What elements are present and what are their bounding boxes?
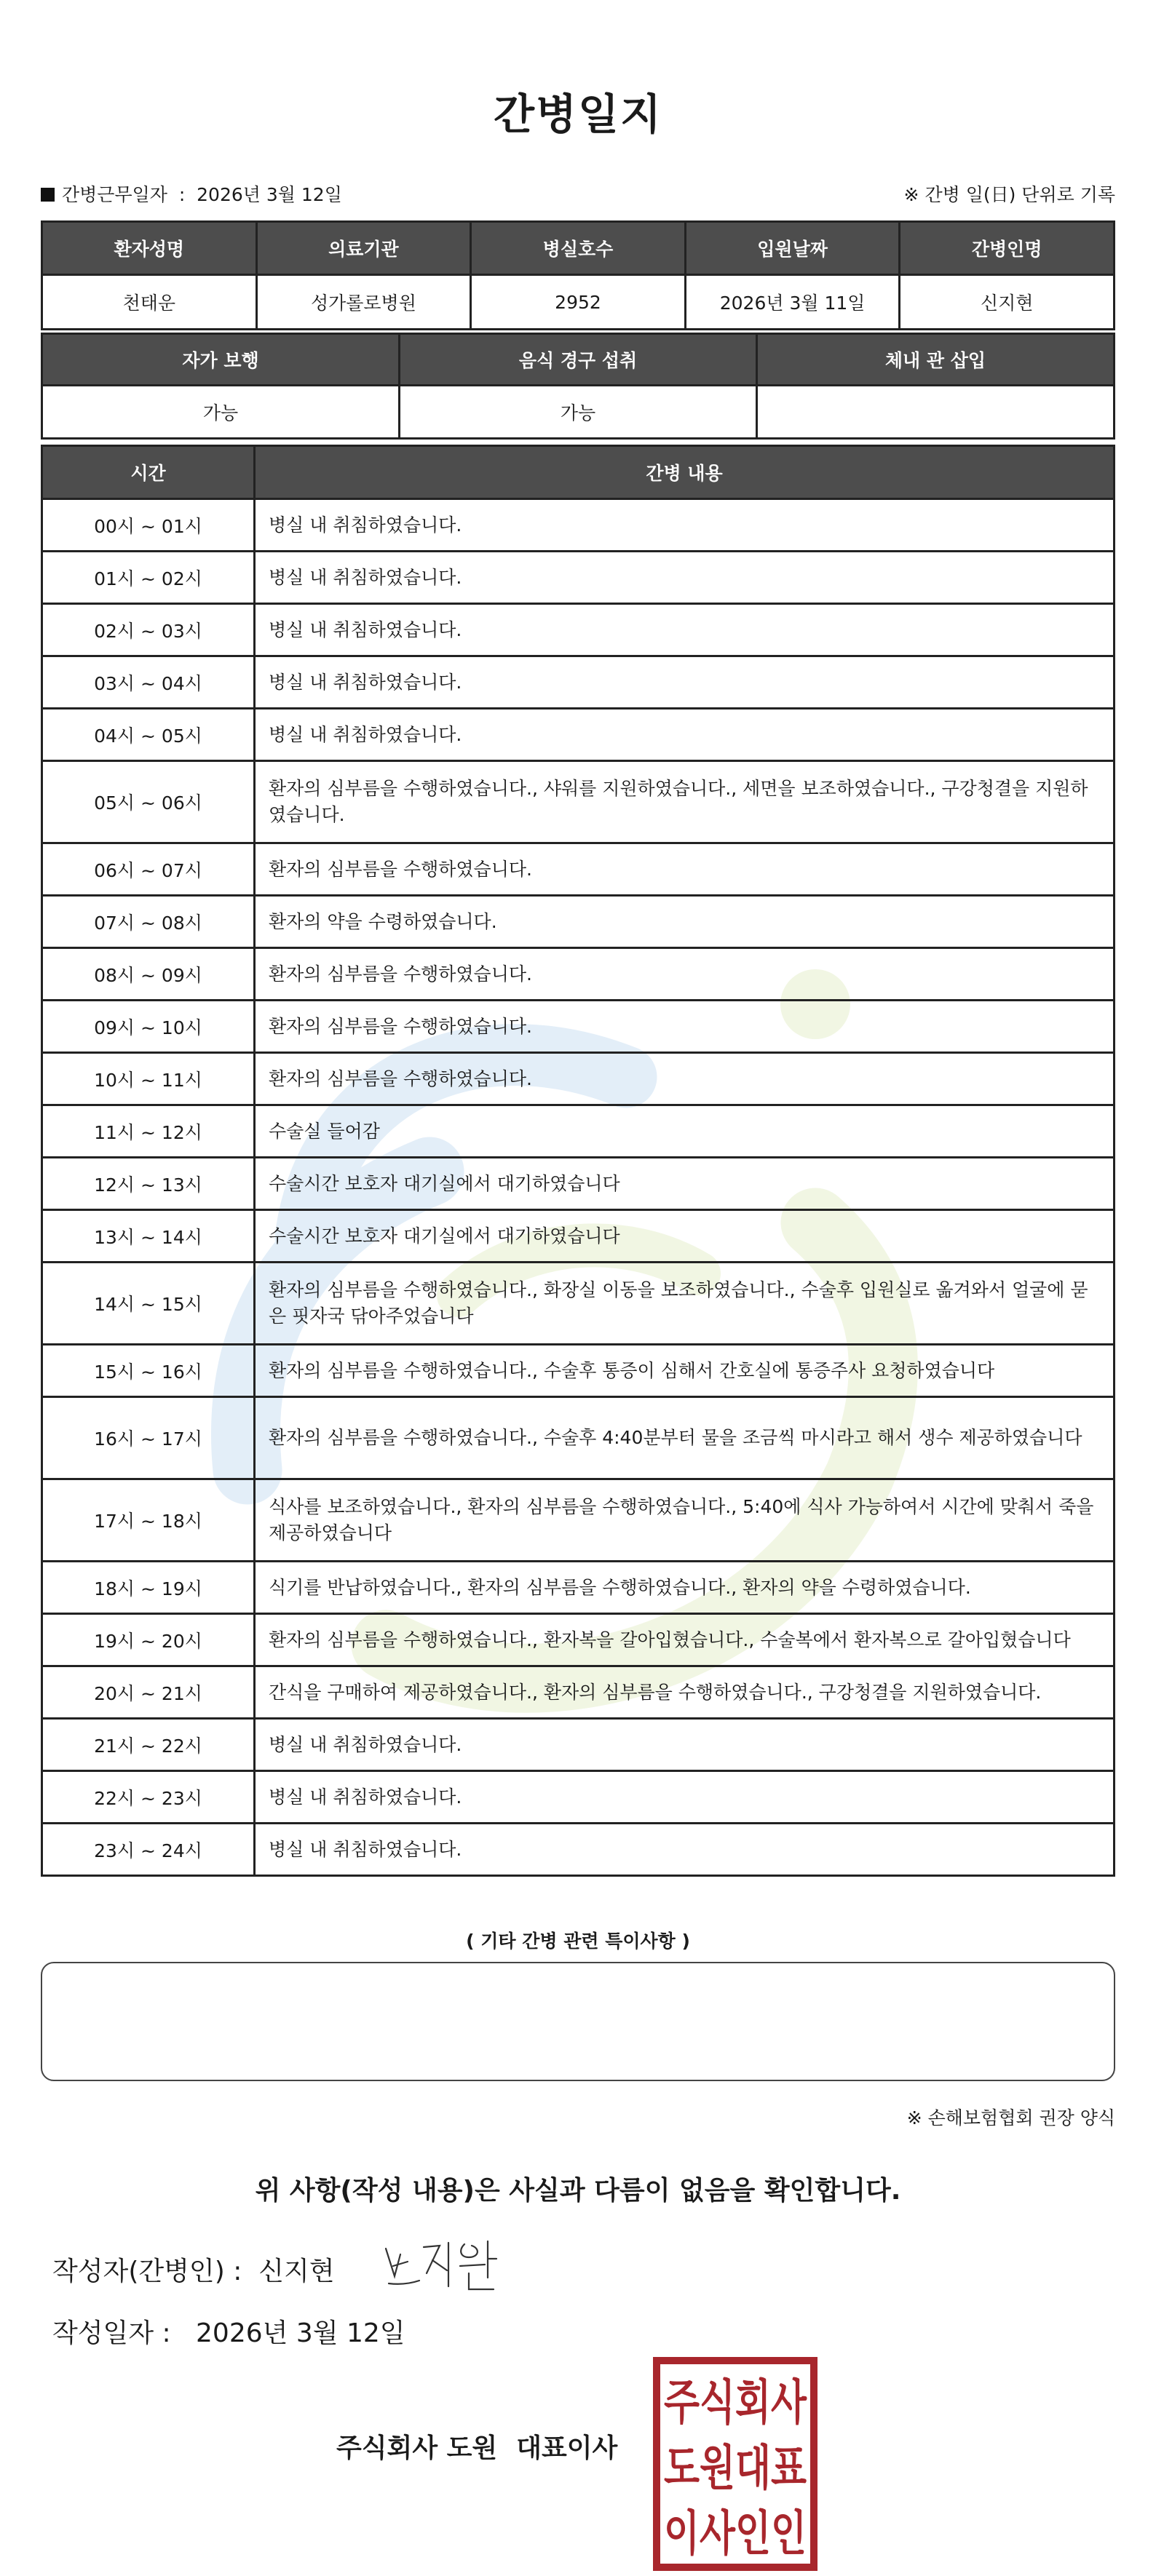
confirmation-statement: 위 사항(작성 내용)은 사실과 다름이 없음을 확인합니다.: [255, 2176, 901, 2206]
row-time: 15시 ~ 16시: [42, 1345, 255, 1397]
row-time: 23시 ~ 24시: [42, 1824, 255, 1876]
row-content: 병실 내 취침하였습니다.: [255, 709, 1115, 761]
row-time: 13시 ~ 14시: [42, 1210, 255, 1263]
table-row: [42, 709, 1115, 761]
row-time: 11시 ~ 12시: [42, 1105, 255, 1158]
table-row: [42, 1263, 1115, 1345]
table-row: [42, 604, 1115, 656]
header-hospital: 의료기관: [256, 222, 471, 275]
handwritten-signature: [379, 2233, 502, 2298]
representative-title: 대표이사: [516, 2433, 618, 2463]
writer-name: 신지현: [258, 2257, 335, 2286]
table-row: [42, 1345, 1115, 1397]
row-time: 04시 ~ 05시: [42, 709, 255, 761]
row-time: 03시 ~ 04시: [42, 656, 255, 709]
table-row: [42, 1666, 1115, 1719]
patient-name: 천태운: [42, 275, 257, 330]
table-row: [42, 552, 1115, 604]
work-date-label: 간병근무일자: [62, 184, 167, 205]
row-content: 환자의 심부름을 수행하였습니다.: [255, 843, 1115, 896]
date-label: 작성일자 :: [52, 2318, 171, 2348]
row-content: 환자의 심부름을 수행하였습니다., 환자복을 갈아입혔습니다., 수술복에서 환자복으로 갈아입혔습니다: [255, 1614, 1115, 1666]
row-content: 병실 내 취침하였습니다.: [255, 1824, 1115, 1876]
table-row: [42, 1824, 1115, 1876]
header-oral-intake: 음식 경구 섭취: [400, 334, 757, 386]
patient-status-table: [41, 333, 1115, 440]
table-row: [42, 1771, 1115, 1824]
row-time: 12시 ~ 13시: [42, 1158, 255, 1210]
row-time: 21시 ~ 22시: [42, 1719, 255, 1771]
row-content: 병실 내 취침하였습니다.: [255, 552, 1115, 604]
header-care-content: 간병 내용: [255, 446, 1115, 499]
row-time: 05시 ~ 06시: [42, 761, 255, 843]
table-row: [42, 1397, 1115, 1479]
header-tube-insertion: 체내 관 삽입: [757, 334, 1115, 386]
caregiver-name: 신지현: [900, 275, 1115, 330]
row-content: 수술실 들어감: [255, 1105, 1115, 1158]
row-time: 01시 ~ 02시: [42, 552, 255, 604]
row-content: 환자의 심부름을 수행하였습니다., 수술후 통증이 심해서 간호실에 통증주사 요청하였습니다: [255, 1345, 1115, 1397]
row-time: 17시 ~ 18시: [42, 1479, 255, 1562]
header-caregiver-name: 간병인명: [900, 222, 1115, 275]
work-date-separator: :: [178, 184, 186, 205]
row-time: 19시 ~ 20시: [42, 1614, 255, 1666]
svg-text:주식회사: 주식회사: [664, 2374, 807, 2430]
row-content: 수술시간 보호자 대기실에서 대기하였습니다: [255, 1210, 1115, 1263]
work-date-value: 2026년 3월 12일: [197, 184, 342, 205]
work-date: [41, 180, 342, 207]
row-content: 병실 내 취침하였습니다.: [255, 604, 1115, 656]
table-row: [42, 843, 1115, 896]
row-content: 수술시간 보호자 대기실에서 대기하였습니다: [255, 1158, 1115, 1210]
date-value: 2026년 3월 12일: [196, 2318, 405, 2348]
company-line: [336, 2428, 617, 2465]
company-seal-stamp: [652, 2356, 818, 2572]
table-row: [42, 1719, 1115, 1771]
table-row: [42, 1614, 1115, 1666]
table-row: [42, 656, 1115, 709]
patient-info-table: [41, 220, 1115, 330]
remarks-label: ( 기타 간병 관련 특이사항 ): [466, 1931, 690, 1952]
table-row: [42, 896, 1115, 948]
row-time: 00시 ~ 01시: [42, 499, 255, 552]
writer-line: [52, 2251, 335, 2288]
row-content: 환자의 심부름을 수행하였습니다.: [255, 1053, 1115, 1105]
table-row: [42, 1562, 1115, 1614]
table-row: [42, 499, 1115, 552]
row-content: 병실 내 취침하였습니다.: [255, 656, 1115, 709]
row-content: 식사를 보조하였습니다., 환자의 심부름을 수행하였습니다., 5:40에 식사 가능하여서 시간에 맞춰서 죽을 제공하였습니다: [255, 1479, 1115, 1562]
oral-intake-value: 가능: [400, 386, 757, 439]
row-content: 환자의 심부름을 수행하였습니다., 수술후 4:40분부터 물을 조금씩 마시라고 해서 생수 제공하였습니다: [255, 1397, 1115, 1479]
black-square-icon: [41, 188, 55, 202]
svg-text:도원대표: 도원대표: [664, 2440, 807, 2496]
company-name: 주식회사 도원: [336, 2433, 498, 2463]
header-room-number: 병실호수: [471, 222, 686, 275]
row-content: 환자의 심부름을 수행하였습니다.: [255, 948, 1115, 1001]
table-row: [42, 1105, 1115, 1158]
remarks-box: [41, 1962, 1115, 2081]
row-time: 10시 ~ 11시: [42, 1053, 255, 1105]
table-row: [42, 1210, 1115, 1263]
row-time: 06시 ~ 07시: [42, 843, 255, 896]
header-time: 시간: [42, 446, 255, 499]
care-log-table: [41, 445, 1115, 1877]
row-content: 병실 내 취침하였습니다.: [255, 1719, 1115, 1771]
row-content: 환자의 심부름을 수행하였습니다., 샤워를 지원하였습니다., 세면을 보조하였습니다., 구강청결을 지원하였습니다.: [255, 761, 1115, 843]
table-row: [42, 1053, 1115, 1105]
row-time: 08시 ~ 09시: [42, 948, 255, 1001]
row-time: 14시 ~ 15시: [42, 1263, 255, 1345]
recommendation-note: ※ 손해보험협회 권장 양식: [906, 2107, 1115, 2128]
row-time: 07시 ~ 08시: [42, 896, 255, 948]
room-number: 2952: [471, 275, 686, 330]
svg-text:이사인인: 이사인인: [664, 2505, 807, 2561]
table-row: [42, 1479, 1115, 1562]
row-content: 간식을 구매하여 제공하였습니다., 환자의 심부름을 수행하였습니다., 구강청결을 지원하였습니다.: [255, 1666, 1115, 1719]
row-time: 18시 ~ 19시: [42, 1562, 255, 1614]
table-row: [42, 1158, 1115, 1210]
table-row: [42, 948, 1115, 1001]
row-content: 환자의 심부름을 수행하였습니다., 화장실 이동을 보조하였습니다., 수술후 입원실로 옮겨와서 얼굴에 묻은 핏자국 닦아주었습니다: [255, 1263, 1115, 1345]
work-date-bar: [41, 180, 1115, 210]
written-date-line: [52, 2313, 405, 2350]
tube-insertion-value: [757, 386, 1115, 439]
admission-date: 2026년 3월 11일: [685, 275, 900, 330]
self-walking-value: 가능: [42, 386, 400, 439]
header-self-walking: 자가 보행: [42, 334, 400, 386]
row-content: 환자의 심부름을 수행하였습니다.: [255, 1001, 1115, 1053]
row-content: 식기를 반납하였습니다., 환자의 심부름을 수행하였습니다., 환자의 약을 수령하였습니다.: [255, 1562, 1115, 1614]
header-patient-name: 환자성명: [42, 222, 257, 275]
header-admission-date: 입원날짜: [685, 222, 900, 275]
row-time: 09시 ~ 10시: [42, 1001, 255, 1053]
row-time: 02시 ~ 03시: [42, 604, 255, 656]
writer-label: 작성자(간병인) :: [52, 2257, 242, 2286]
row-time: 22시 ~ 23시: [42, 1771, 255, 1824]
row-content: 병실 내 취침하였습니다.: [255, 1771, 1115, 1824]
table-row: [42, 1001, 1115, 1053]
hospital-name: 성가롤로병원: [256, 275, 471, 330]
unit-note: ※ 간병 일(日) 단위로 기록: [903, 184, 1115, 205]
row-content: 환자의 약을 수령하였습니다.: [255, 896, 1115, 948]
row-time: 16시 ~ 17시: [42, 1397, 255, 1479]
table-row: [42, 761, 1115, 843]
document-title: 간병일지: [493, 90, 663, 139]
row-time: 20시 ~ 21시: [42, 1666, 255, 1719]
row-content: 병실 내 취침하였습니다.: [255, 499, 1115, 552]
